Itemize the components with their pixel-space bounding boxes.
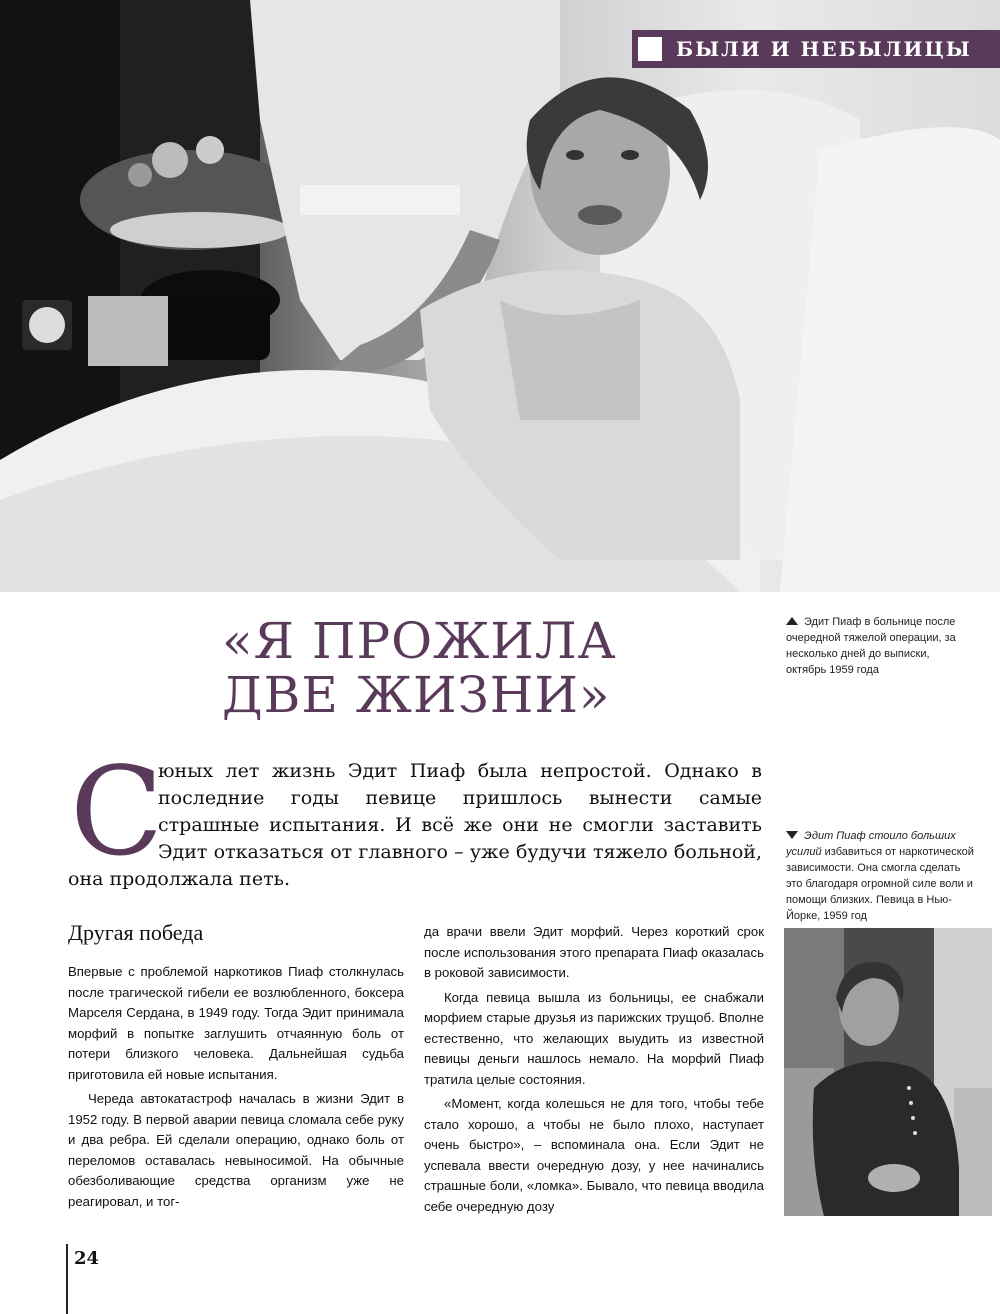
- lead-paragraph: [68, 758, 762, 893]
- triangle-down-icon: [786, 831, 798, 839]
- new-york-photo: [784, 928, 992, 1216]
- section-marker: [638, 37, 662, 61]
- body-paragraph: «Момент, когда колешься не для того, чтобы тебе стало хорошо, а чтобы не было плохо, наступает очень быстро», – вспоминала она. Если Эдит не успевала ввести очередную дозу, у нее начинались страшные боли, «ломка». Бывало, что певица вводила себе очередную дозу: [424, 1096, 764, 1214]
- section-label: БЫЛИ И НЕБЫЛИЦЫ: [676, 37, 972, 61]
- body-paragraph: Когда певица вышла из больницы, ее снабжали морфием старые друзья из парижских трущоб. Вполне естественно, что желающих выудить из известной певицы деньги нашлось немало. На морфий Пиаф тратила целые состояния.: [424, 989, 764, 1087]
- triangle-up-icon: [786, 617, 798, 625]
- article-title: [222, 614, 742, 722]
- drop-cap: С: [70, 741, 164, 883]
- article-title-line-2: ДВЕ ЖИЗНИ»: [222, 666, 611, 724]
- body-paragraph: Впервые с проблемой наркотиков Пиаф столкнулась после трагической гибели ее возлюбленного, боксера Марселя Сердана, в 1949 году. Тогда Эдит принимала морфий в попытке заглушить отчаянную боль от потери близкого человека. Дальнейшая судьба приготовила ей новые испытания.: [68, 964, 404, 1082]
- hospital-photo: [0, 0, 1000, 592]
- new-york-photo-illustration: [784, 928, 992, 1216]
- body-column-2: [424, 922, 764, 1221]
- hospital-photo-illustration: [0, 0, 1000, 592]
- side-photo-caption-text: избавиться от наркотической зависимости. Она смогла сделать это благодаря огромной силе воли и помощи близких. Певица в Нью-Йорке, 1959 год: [786, 846, 974, 922]
- body-paragraph: да врачи ввели Эдит морфий. Через короткий срок после использования этого препарата Пиаф оказалась в роковой зависимости.: [424, 924, 764, 980]
- article-title-line-1: «Я ПРОЖИЛА: [222, 612, 617, 670]
- body-paragraph: Череда автокатастроф началась в жизни Эдит в 1952 году. В первой аварии певица сломала себе руку и два ребра. Ей сделали операцию, однако боль от переломов оставалась невыносимой. На обычные обезболивающие средства организм уже не реагировал, и тог-: [68, 1091, 404, 1209]
- side-photo-caption-italic: Эдит Пиаф стоило больших усилий: [786, 830, 956, 858]
- side-photo-caption: [786, 828, 976, 924]
- page-number-rule: [66, 1244, 68, 1314]
- hospital-photo-caption-text: Эдит Пиаф в больнице после очередной тяжелой операции, за несколько дней до выписки, октябрь 1959 года: [786, 616, 956, 676]
- page-number: 24: [74, 1248, 100, 1269]
- subheading: Другая победа: [68, 920, 204, 945]
- hospital-photo-caption: [786, 614, 966, 678]
- section-header: [632, 30, 1000, 68]
- lead-text: юных лет жизнь Эдит Пиаф была непростой. Однако в последние годы певице пришлось вынести самые страшные испытания. И всё же они не смогли заставить Эдит отказаться от главного – уже будучи тяжело больной, она продолжала петь.: [68, 760, 762, 890]
- body-column-1: [68, 962, 404, 1216]
